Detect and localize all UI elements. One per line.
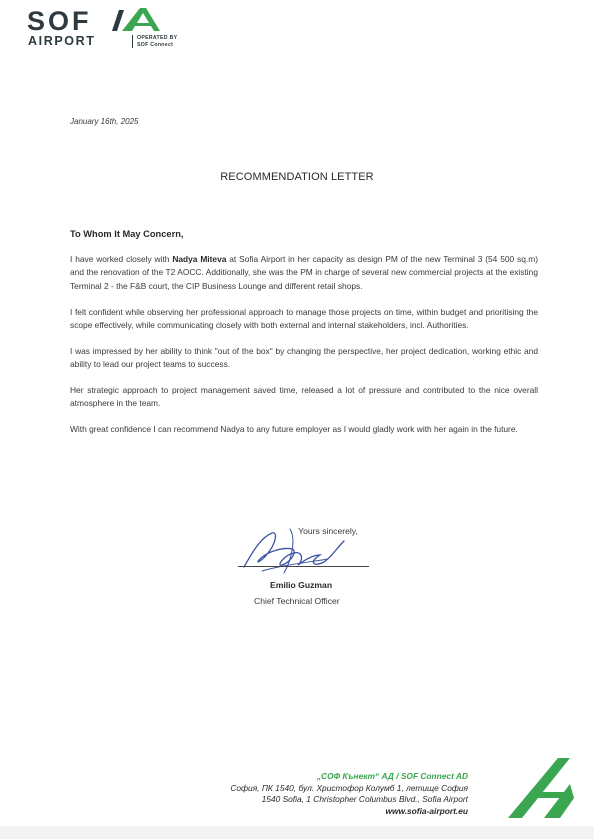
signature-line xyxy=(238,566,369,567)
operated-by-line: OPERATED BY xyxy=(137,35,178,41)
paragraph-5: With great confidence I can recommend Nadya to any future employer as I would gladly work with her again in the future. xyxy=(70,423,518,434)
footer-address-block xyxy=(230,771,468,817)
salutation: To Whom It May Concern, xyxy=(70,229,184,239)
closing-phrase: Yours sincerely, xyxy=(298,526,358,536)
signer-name: Emilio Guzman xyxy=(270,580,333,590)
handwritten-signature-icon xyxy=(232,519,352,579)
airport-runway-mark-icon xyxy=(508,758,578,820)
page-bottom-band xyxy=(0,826,594,839)
paragraph-2: I felt confident while observing her professional approach to manage those projects on time, within budget and prioritising the scope effectively, while communicating closely with both external and internal stakeholders, incl. Authorities. xyxy=(70,306,538,330)
letter-date: January 16th, 2025 xyxy=(70,117,139,126)
logo-operated-by xyxy=(137,35,177,48)
svg-text:SOF: SOF xyxy=(27,6,92,36)
candidate-name: Nadya Miteva xyxy=(172,254,227,264)
footer-address-bg: София, ПК 1540, бул. Христофор Колумб 1, летище София xyxy=(230,782,468,793)
paragraph-3: I was impressed by her ability to think "out of the box" by changing the perspective, her project dedication, working ethic and ability to lead our project teams to success. xyxy=(70,345,538,370)
signer-title: Chief Technical Officer xyxy=(254,596,340,606)
footer-website: www.sofia-airport.eu xyxy=(385,805,468,816)
paragraph-4: Her strategic approach to project management saved time, released a lot of pressure and contributed to the nice overall atmosphere in the team. xyxy=(70,384,538,409)
letter-body xyxy=(70,253,538,449)
operator-name: SOF Connect xyxy=(137,41,174,48)
p1-rest: at Sofia Airport in her capacity as design PM of the new Terminal 3 (54 500 sq.m) and the renovation of the T2 AOCC. Additionally, she was the PM in charge of several new commercial projects at the existing Terminal 2 - the F&B court, the CIP Business Lounge and different retail shops. xyxy=(70,254,538,291)
footer-address-en: 1540 Sofia, 1 Christopher Columbus Blvd., Sofia Airport xyxy=(261,794,468,804)
sofia-airport-logo xyxy=(26,6,176,50)
sofia-wordmark-icon xyxy=(26,6,166,36)
logo-airport-text: AIRPORT xyxy=(28,34,96,48)
letter-title: RECOMMENDATION LETTER xyxy=(220,171,374,183)
p1-intro: I have worked closely with xyxy=(70,254,173,264)
footer-company: „СОФ Кънект“ АД / SOF Connect AD xyxy=(316,771,468,781)
logo-divider xyxy=(132,35,133,48)
paragraph-1 xyxy=(70,253,538,293)
